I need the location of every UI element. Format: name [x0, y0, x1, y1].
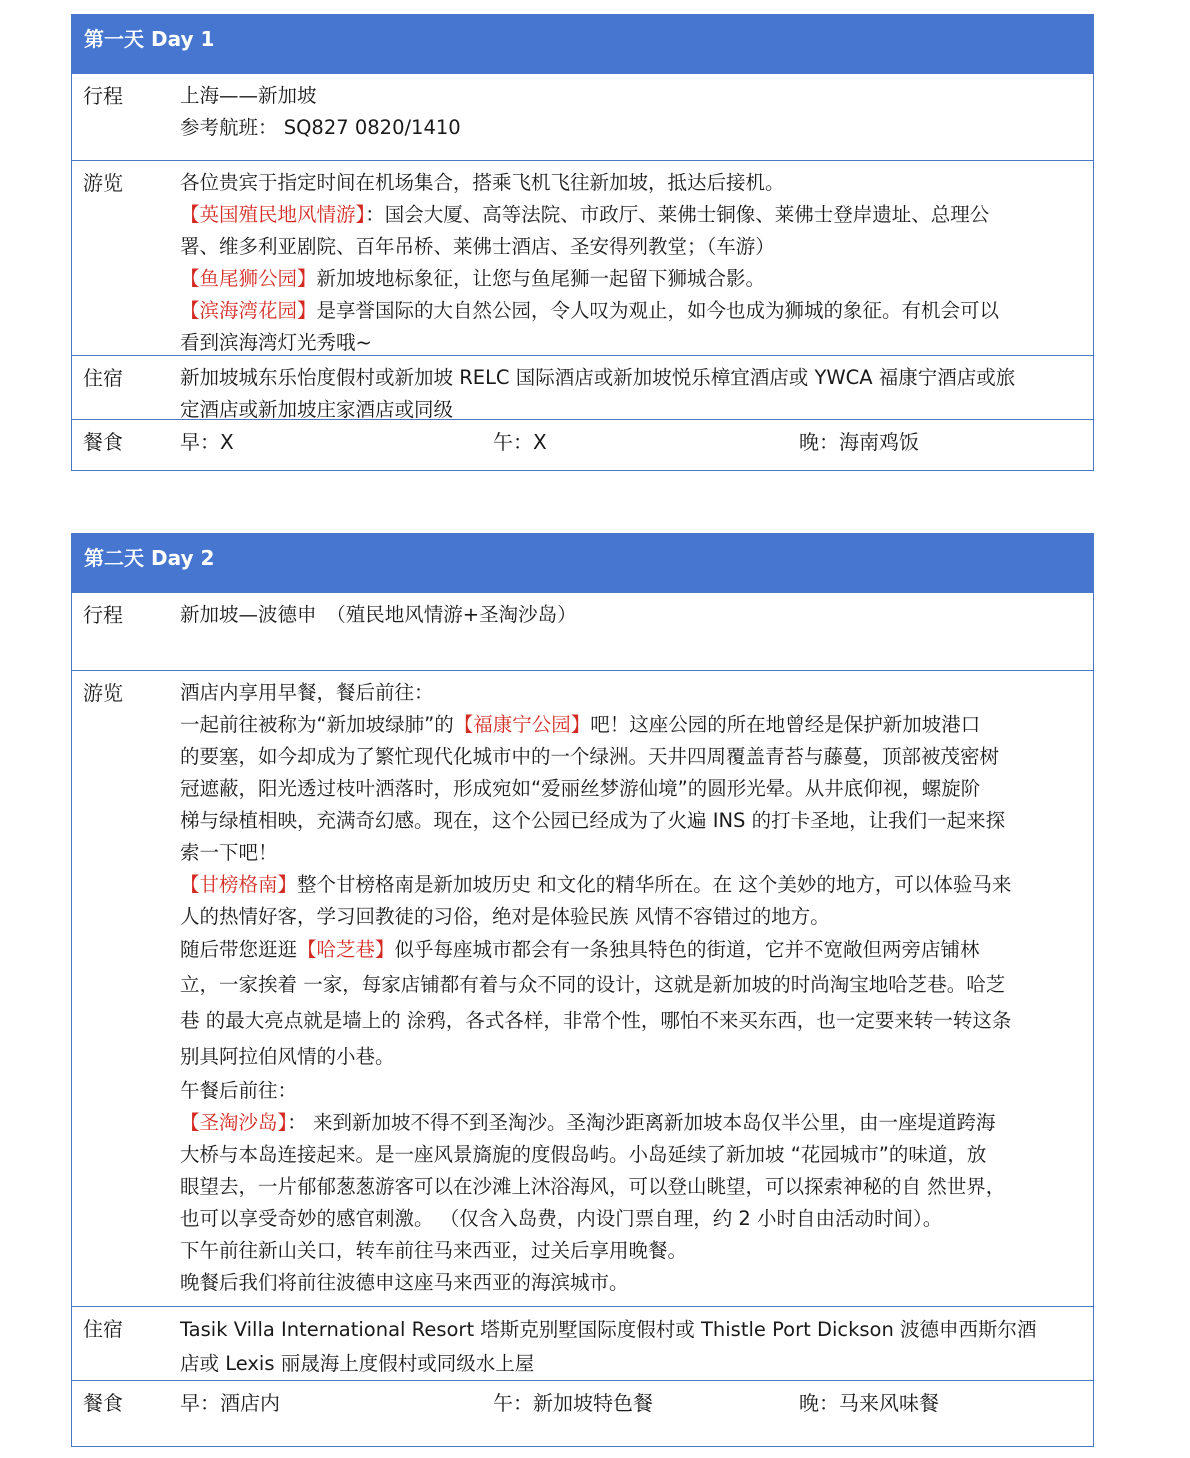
day2-tour-line: 大桥与本岛连接起来。是一座风景旖旎的度假岛屿。小岛延续了新加坡 “花园城市”的味道，放: [180, 1143, 987, 1166]
day2-tour-line: 酒店内享用早餐，餐后前往：: [180, 681, 434, 704]
day2-tour-line: 立，一家挨着 一家，每家店铺都有着与众不同的设计，这就是新加坡的时尚淘宝地哈芝巷。哈芝: [180, 973, 1006, 996]
day2-stay-label: 住宿: [83, 1317, 123, 1341]
highlight-haji-lane: 【哈芝巷】: [297, 938, 395, 961]
day2-tour-line: 的要塞，如今却成为了繁忙现代化城市中的一个绿洲。天井四周覆盖青苔与藤蔓，顶部被茂密树: [180, 745, 1000, 768]
day2-tour-line: 梯与绿植相映，充满奇幻感。现在，这个公园已经成为了火遍 INS 的打卡圣地，让我们一起来探: [180, 809, 1006, 832]
day1-tour-line: 各位贵宾于指定时间在机场集合，搭乘飞机飞往新加坡，抵达后接机。: [180, 171, 785, 194]
day1-stay-label: 住宿: [83, 366, 123, 390]
day2-meals-row: [72, 1380, 1093, 1442]
highlight-fort-canning-park: 【福康宁公园】: [453, 713, 591, 736]
day1-tour-line: 看到滨海湾灯光秀哦~: [180, 331, 372, 354]
tour-text: 整个甘榜格南是新加坡历史 和文化的精华所在。在 这个美妙的地方，可以体验马来: [297, 873, 1012, 896]
day2-tour-line: 别具阿拉伯风情的小巷。: [180, 1045, 395, 1068]
day1-itinerary-row: [72, 73, 1093, 160]
day1-lunch: 午：X: [493, 430, 547, 454]
day2-dinner: 晚：马来风味餐: [799, 1391, 939, 1415]
day2-tour-label: 游览: [83, 681, 123, 705]
day1-itinerary-label: 行程: [83, 84, 123, 108]
tour-text: ： 来到新加坡不得不到圣淘沙。圣淘沙距离新加坡本岛仅半公里，由一座堤道跨海: [287, 1111, 996, 1134]
day2-stay-row: [72, 1306, 1093, 1380]
day2-tour-line: 也可以享受奇妙的感官刺激。 （仅含入岛费，内设门票自理，约 2 小时自由活动时间）。: [180, 1207, 943, 1230]
day1-tour-label: 游览: [83, 171, 123, 195]
day2-stay-line: 店或 Lexis 丽晟海上度假村或同级水上屋: [180, 1352, 535, 1375]
day2-tour-line: 下午前往新山关口，转车前往马来西亚，过关后享用晚餐。: [180, 1239, 688, 1262]
highlight-gardens-by-the-bay: 【滨海湾花园】: [180, 299, 317, 322]
day1-tour-content: [180, 167, 1075, 359]
tour-text: 随后带您逛逛: [180, 938, 298, 961]
day1-route: 上海——新加坡: [180, 84, 317, 107]
day2-tour-line: [180, 1107, 1075, 1139]
day1-tour-row: [72, 160, 1093, 355]
day2-itinerary-content: [180, 599, 1075, 631]
day2-route: 新加坡—波德申 （殖民地风情游+圣淘沙岛）: [180, 603, 577, 626]
day2-tour-line: [180, 933, 1075, 967]
day2-stay-line: Tasik Villa International Resort 塔斯克别墅国际度假村或 Thistle Port Dickson 波德申西斯尔酒: [180, 1318, 1037, 1341]
day2-tour-line: 冠遮蔽，阳光透过枝叶洒落时，形成宛如“爱丽丝梦游仙境”的圆形光晕。从井底仰视，螺旋阶: [180, 777, 981, 800]
day2-tour-line: 眼望去，一片郁郁葱葱游客可以在沙滩上沐浴海风，可以登山眺望，可以探索神秘的自 然世界，: [180, 1175, 1006, 1198]
day2-tour-content: [180, 677, 1075, 1299]
day1-header: 第一天 Day 1: [72, 15, 1093, 73]
day2-itinerary-label: 行程: [83, 603, 123, 627]
highlight-colonial-tour: 【英国殖民地风情游】: [180, 203, 366, 226]
day1-table: [71, 14, 1094, 471]
day1-stay-content: [180, 362, 1075, 426]
tour-text: ：国会大厦、高等法院、市政厅、莱佛士铜像、莱佛士登岸遗址、总理公: [365, 203, 990, 226]
day1-tour-line: [180, 199, 1075, 231]
day2-itinerary-row: [72, 592, 1093, 670]
day1-meals-label: 餐食: [83, 430, 123, 454]
day2-tour-line: 晚餐后我们将前往波德申这座马来西亚的海滨城市。: [180, 1271, 629, 1294]
tour-text: 是享誉国际的大自然公园，令人叹为观止，如今也成为狮城的象征。有机会可以: [316, 299, 1000, 322]
tour-text: 似乎每座城市都会有一条独具特色的街道，它并不宽敞但两旁店铺林: [394, 938, 980, 961]
day2-tour-line: 巷 的最大亮点就是墙上的 涂鸦，各式各样，非常个性，哪怕不来买东西，也一定要来转一转这条: [180, 1009, 1012, 1032]
day1-dinner: 晚：海南鸡饭: [799, 430, 919, 454]
day2-header: 第二天 Day 2: [72, 534, 1093, 592]
day2-table: [71, 533, 1094, 1447]
highlight-merlion-park: 【鱼尾狮公园】: [180, 267, 317, 290]
tour-text: 吧！这座公园的所在地曾经是保护新加坡港口: [590, 713, 981, 736]
highlight-kampong-glam: 【甘榜格南】: [180, 873, 298, 896]
day1-itinerary-content: [180, 80, 1075, 144]
tour-text: 新加坡地标象征，让您与鱼尾狮一起留下狮城合影。: [316, 267, 766, 290]
day2-meals-label: 餐食: [83, 1391, 123, 1415]
day2-stay-content: [180, 1313, 1075, 1381]
day1-tour-line: [180, 263, 1075, 295]
day2-tour-line: 午餐后前往：: [180, 1079, 298, 1102]
day2-tour-line: 人的热情好客，学习回教徒的习俗，绝对是体验民族 风情不容错过的地方。: [180, 905, 830, 928]
day2-tour-line: [180, 709, 1075, 741]
highlight-sentosa-island: 【圣淘沙岛】: [180, 1111, 288, 1134]
day1-tour-line: [180, 295, 1075, 327]
day1-breakfast: 早：X: [180, 430, 234, 454]
day1-stay-line: 新加坡城东乐怡度假村或新加坡 RELC 国际酒店或新加坡悦乐樟宜酒店或 YWCA 福康宁酒店或旅: [180, 366, 1016, 389]
day2-tour-row: [72, 670, 1093, 1306]
day1-meals-row: [72, 419, 1093, 470]
day2-tour-line: [180, 869, 1075, 901]
day1-stay-row: [72, 355, 1093, 419]
day2-tour-line: 索一下吧！: [180, 841, 278, 864]
tour-text: 一起前往被称为“新加坡绿肺”的: [180, 713, 454, 736]
day1-flight: 参考航班： SQ827 0820/1410: [180, 116, 461, 139]
day1-stay-line: 定酒店或新加坡庄家酒店或同级: [180, 398, 454, 421]
day2-lunch: 午：新加坡特色餐: [493, 1391, 653, 1415]
day2-breakfast: 早：酒店内: [180, 1391, 280, 1415]
day1-tour-line: 署、维多利亚剧院、百年吊桥、莱佛士酒店、圣安得列教堂；（车游）: [180, 235, 775, 258]
